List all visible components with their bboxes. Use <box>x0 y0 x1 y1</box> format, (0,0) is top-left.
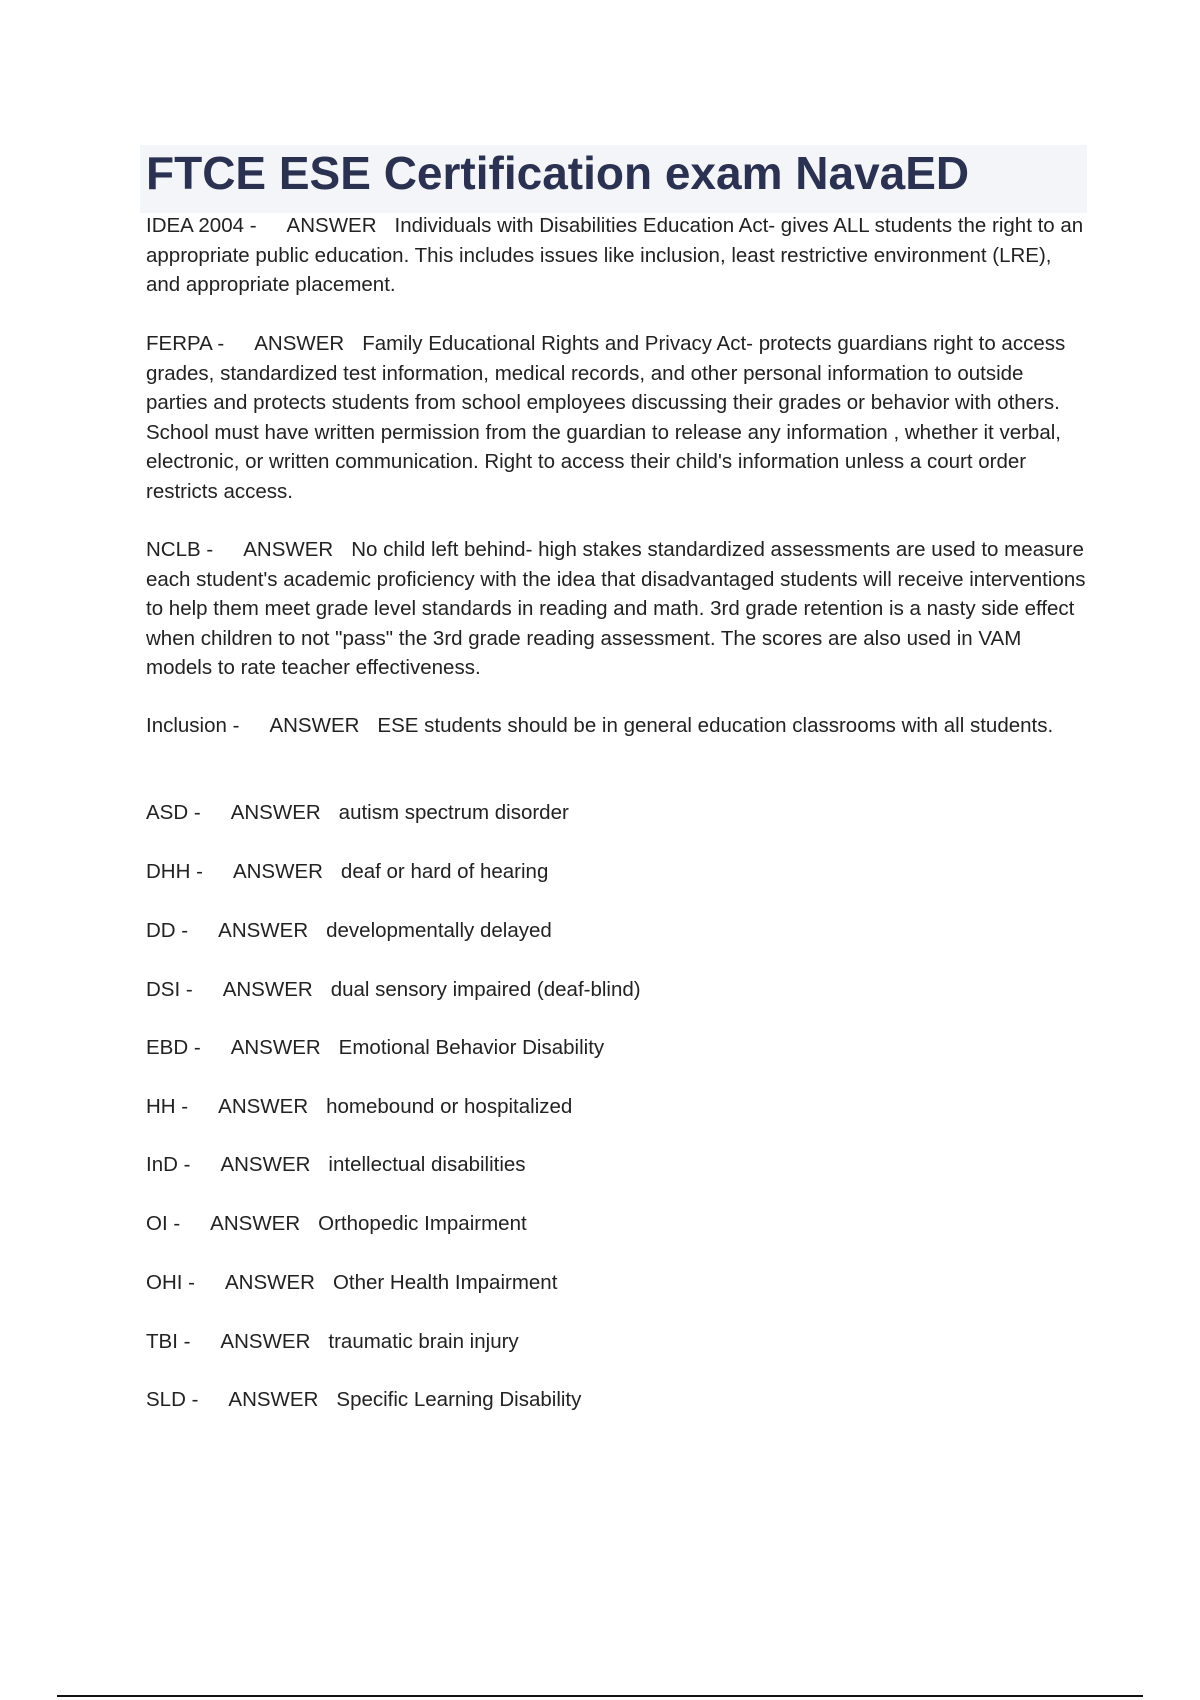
qa-answer: autism spectrum disorder <box>338 801 569 824</box>
answer-label: ANSWER <box>230 1036 321 1059</box>
qa-answer: developmentally delayed <box>326 919 552 942</box>
qa-term: HH - <box>146 1095 189 1118</box>
qa-term: DSI - <box>146 978 193 1001</box>
qa-entry <box>146 1092 1086 1122</box>
answer-label: ANSWER <box>254 332 345 355</box>
qa-answer: Orthopedic Impairment <box>318 1212 527 1235</box>
qa-term: DHH - <box>146 860 203 883</box>
qa-term: DD - <box>146 919 189 942</box>
qa-term: InD - <box>146 1153 191 1176</box>
qa-answer: Individuals with Disabilities Education Act- gives ALL students the right to an appropriate public education. This includes issues like inclusion, least restrictive environment (LRE), and appropriate placement. <box>146 214 1084 296</box>
answer-label: ANSWER <box>220 1330 311 1353</box>
qa-entry <box>146 1268 1086 1298</box>
qa-answer: deaf or hard of hearing <box>340 860 549 883</box>
answer-label: ANSWER <box>286 214 377 237</box>
qa-term: OI - <box>146 1212 181 1235</box>
qa-answer: No child left behind- high stakes standardized assessments are used to measure each student's academic proficiency with the idea that disadvantaged students will receive interventions to help them meet grade level standards in reading and math. 3rd grade retention is a nasty side effect when children to not "pass" the 3rd grade reading assessment. The scores are also used in VAM models to rate teacher effectiveness. <box>146 538 1086 679</box>
qa-entry <box>146 1150 1086 1180</box>
qa-term: EBD - <box>146 1036 201 1059</box>
qa-entry <box>146 1033 1086 1063</box>
answer-label: ANSWER <box>232 860 323 883</box>
qa-term: SLD - <box>146 1388 199 1411</box>
qa-entry <box>146 211 1086 300</box>
qa-answer: intellectual disabilities <box>328 1153 526 1176</box>
qa-entry <box>146 535 1086 683</box>
answer-label: ANSWER <box>220 1153 311 1176</box>
answer-label: ANSWER <box>218 919 309 942</box>
qa-entry <box>146 798 1086 828</box>
answer-label: ANSWER <box>222 978 313 1001</box>
answer-label: ANSWER <box>269 714 360 737</box>
qa-term: OHI - <box>146 1271 195 1294</box>
qa-entry <box>146 857 1086 887</box>
answer-label: ANSWER <box>224 1271 315 1294</box>
qa-entry <box>146 1385 1086 1415</box>
answer-label: ANSWER <box>210 1212 301 1235</box>
qa-answer: Specific Learning Disability <box>336 1388 582 1411</box>
answer-label: ANSWER <box>228 1388 319 1411</box>
qa-entry <box>146 916 1086 946</box>
qa-entry <box>146 1209 1086 1239</box>
qa-term: ASD - <box>146 801 201 824</box>
qa-entry <box>146 1327 1086 1357</box>
answer-label: ANSWER <box>218 1095 309 1118</box>
qa-entry <box>146 711 1086 741</box>
qa-answer: dual sensory impaired (deaf-blind) <box>330 978 641 1001</box>
qa-answer: Family Educational Rights and Privacy Act- protects guardians right to access grades, standardized test information, medical records, and other personal information to outside parties and protects students from school employees discussing their grades or behavior with others. School must have written permission from the guardian to release any information , whether it verbal, electronic, or written communication. Right to access their child's information unless a court order restricts access. <box>146 332 1066 503</box>
qa-entry <box>146 975 1086 1005</box>
footer-divider <box>57 1695 1143 1697</box>
answer-label: ANSWER <box>243 538 334 561</box>
answer-label: ANSWER <box>230 801 321 824</box>
qa-answer: Emotional Behavior Disability <box>338 1036 605 1059</box>
qa-term: IDEA 2004 - <box>146 214 257 237</box>
qa-term: NCLB - <box>146 538 214 561</box>
qa-answer: homebound or hospitalized <box>326 1095 573 1118</box>
qa-term: FERPA - <box>146 332 225 355</box>
qa-entry <box>146 329 1086 506</box>
qa-term: TBI - <box>146 1330 191 1353</box>
qa-answer: Other Health Impairment <box>332 1271 558 1294</box>
document-title: FTCE ESE Certification exam NavaED <box>146 147 970 199</box>
qa-term: Inclusion - <box>146 714 240 737</box>
qa-answer: ESE students should be in general education classrooms with all students. <box>377 714 1054 737</box>
qa-answer: traumatic brain injury <box>328 1330 519 1353</box>
